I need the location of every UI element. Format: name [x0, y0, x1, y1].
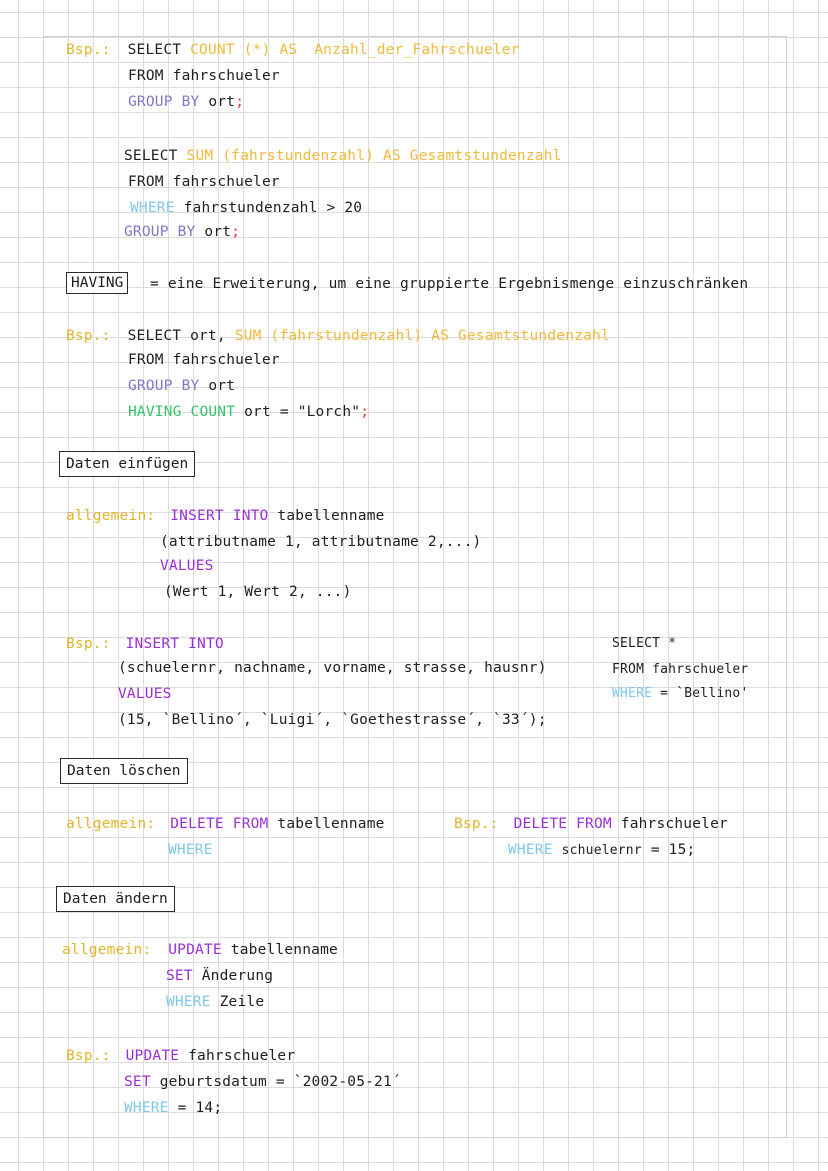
update-bsp-where [124, 1098, 222, 1118]
update-allgemein-set [166, 966, 273, 986]
allgemein-label: allgemein: [62, 942, 152, 958]
set-assignment: geburtsdatum = `2002-05-21´ [159, 1074, 401, 1090]
table-name: tabellenname [230, 942, 338, 958]
select-column: ort, [190, 328, 226, 344]
table-name: fahrschueler [172, 174, 280, 190]
update-heading: Daten ändern [63, 891, 168, 907]
where-row: Zeile [219, 994, 265, 1010]
having-box [66, 272, 128, 294]
delete-from-keyword: DELETE FROM [170, 816, 269, 832]
insert-allgemein-line1 [66, 506, 385, 526]
side-where-line [612, 684, 748, 704]
delete-heading-box [60, 758, 188, 784]
bsp-label: Bsp.: [66, 328, 111, 344]
having-definition: = eine Erweiterung, um eine gruppierte Ergebnismenge einzuschränken [150, 276, 749, 292]
table-name: fahrschueler [620, 816, 728, 832]
semicolon: ; [231, 224, 241, 240]
group-by-keyword: GROUP BY [124, 224, 196, 240]
delete-heading: Daten löschen [67, 763, 181, 779]
values-keyword: VALUES [160, 558, 214, 574]
allgemein-label: allgemein: [66, 508, 156, 524]
delete-bsp-where-line [508, 840, 695, 861]
alias-name: Anzahl_der_Fahrschueler [314, 42, 520, 58]
bsp1-line-select [66, 40, 520, 60]
group-column: ort [208, 378, 236, 394]
from-keyword: FROM [128, 174, 164, 190]
having-condition: ort = "Lorch" [244, 404, 361, 420]
table-name: tabellenname [277, 816, 385, 832]
table-name: tabellenname [277, 508, 385, 524]
insert-allgemein-vals: (Wert 1, Wert 2, ...) [164, 584, 352, 600]
where-keyword: WHERE [124, 1100, 169, 1116]
update-allgemein-where [166, 992, 264, 1012]
insert-into-keyword: INSERT INTO [125, 636, 224, 652]
bsp1-line-groupby [128, 92, 244, 112]
where-keyword: WHERE [612, 686, 653, 701]
insert-bsp-attrs: (schuelernr, nachname, vorname, strasse, hausnr) [118, 660, 547, 676]
where-keyword: WHERE [130, 200, 175, 216]
having-term: HAVING [71, 275, 124, 291]
delete-allgemein-line1 [66, 814, 385, 834]
select-keyword: SELECT [124, 148, 178, 164]
bsp-label: Bsp.: [454, 816, 499, 832]
group-column: ort [204, 224, 232, 240]
bsp2-line-where [130, 198, 362, 218]
side-select: SELECT * [612, 636, 677, 651]
allgemein-label: allgemein: [66, 816, 156, 832]
having-bsp-line-having [128, 402, 369, 422]
where-condition: = 14; [177, 1100, 223, 1116]
set-change: Änderung [201, 968, 274, 984]
bsp2-line-select [124, 146, 562, 166]
sum-as-clause: SUM (fahrstundenzahl) AS Gesamtstundenzahl [234, 328, 610, 344]
from-keyword: FROM [128, 352, 164, 368]
having-bsp-line-select [66, 326, 610, 346]
bsp2-line-from [128, 172, 280, 192]
where-keyword: WHERE [168, 842, 213, 858]
semicolon: ; [235, 94, 245, 110]
update-bsp-set [124, 1072, 401, 1092]
where-condition: = 15; [650, 842, 696, 858]
update-heading-box [56, 886, 175, 912]
table-name: fahrschueler [172, 352, 280, 368]
insert-bsp-line1 [66, 634, 224, 654]
group-by-keyword: GROUP BY [128, 94, 200, 110]
insert-allgemein-attrs: (attributname 1, attributname 2,...) [160, 534, 482, 550]
bsp1-line-from [128, 66, 280, 86]
select-keyword: SELECT [127, 328, 182, 344]
bsp2-line-groupby [124, 222, 240, 242]
group-column: ort [208, 94, 236, 110]
insert-into-keyword: INSERT INTO [170, 508, 269, 524]
where-column: schuelernr [561, 843, 642, 858]
table-name: fahrschueler [188, 1048, 296, 1064]
values-keyword: VALUES [118, 686, 172, 702]
sum-as-clause: SUM (fahrstundenzahl) AS Gesamtstundenzahl [186, 148, 562, 164]
count-as-keyword: COUNT (*) AS [190, 42, 298, 58]
side-where-condition: = `Bellino' [660, 686, 749, 701]
having-bsp-line-groupby [128, 376, 235, 396]
bsp-label: Bsp.: [66, 1048, 111, 1064]
select-keyword: SELECT [127, 42, 182, 58]
side-from: FROM fahrschueler [612, 662, 749, 677]
insert-bsp-vals: (15, `Bellino´, `Luigi´, `Goethestrasse´, `33´); [118, 712, 547, 728]
update-bsp-line1 [66, 1046, 295, 1066]
semicolon: ; [360, 404, 370, 420]
having-bsp-line-from [128, 350, 280, 370]
delete-bsp-line1 [454, 814, 728, 834]
where-keyword: WHERE [166, 994, 211, 1010]
insert-heading: Daten einfügen [66, 456, 189, 472]
set-keyword: SET [166, 968, 193, 984]
update-allgemein-line1 [62, 940, 338, 960]
having-count-keyword: HAVING COUNT [128, 404, 236, 420]
bsp-label: Bsp.: [66, 636, 111, 652]
delete-from-keyword: DELETE FROM [513, 816, 612, 832]
set-keyword: SET [124, 1074, 151, 1090]
where-keyword: WHERE [508, 842, 553, 858]
group-by-keyword: GROUP BY [128, 378, 200, 394]
bsp-label: Bsp.: [66, 42, 111, 58]
update-keyword: UPDATE [168, 942, 222, 958]
from-keyword: FROM [128, 68, 164, 84]
table-name: fahrschueler [172, 68, 280, 84]
where-condition: fahrstundenzahl > 20 [183, 200, 363, 216]
insert-heading-box [59, 451, 195, 477]
update-keyword: UPDATE [125, 1048, 180, 1064]
